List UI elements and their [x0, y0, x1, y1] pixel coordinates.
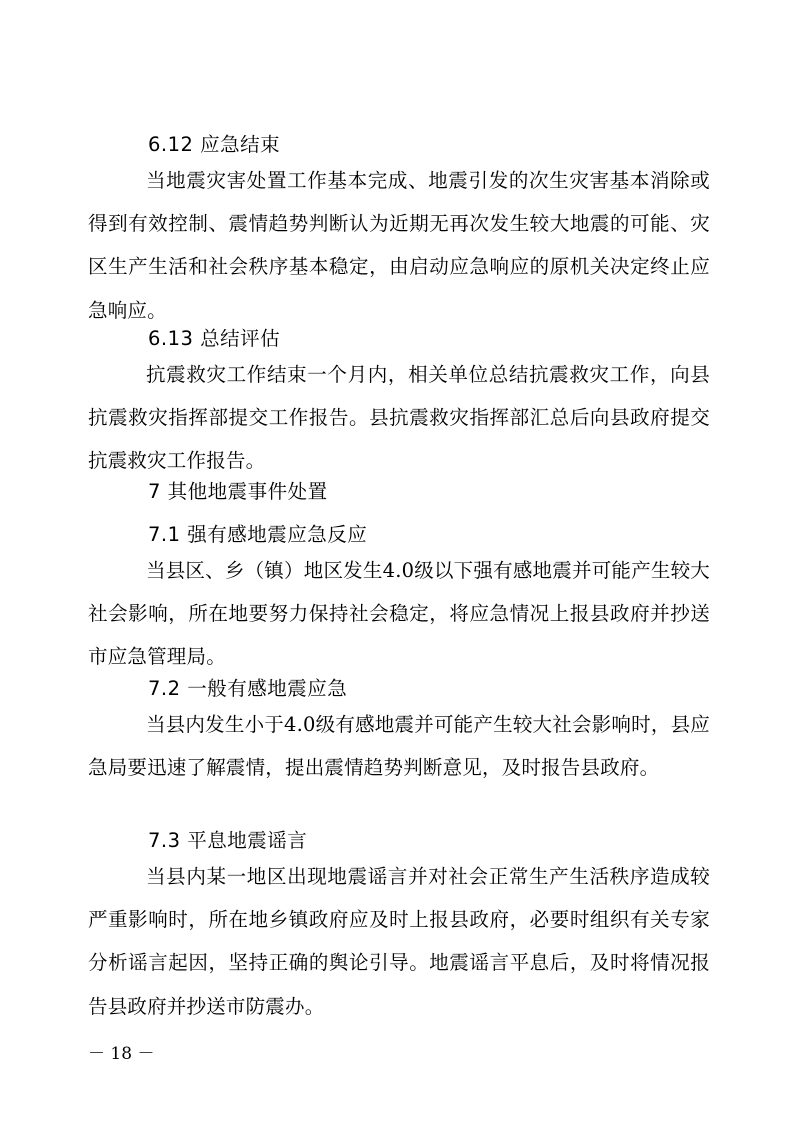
section-heading-6-12: 6.12 应急结束: [148, 133, 281, 156]
section-body-7-3: 当县内某一地区出现地震谣言并对社会正常生产生活秩序造成较严重影响时，所在地乡镇政府应及时上报县政府，必要时组织有关专家分析谣言起因，坚持正确的舆论引导。地震谣言平息后，及时将情况报告县政府并抄送市防震办。: [88, 865, 710, 1018]
section-heading-7-2: 7.2 一般有感地震应急: [148, 677, 348, 700]
section-body-6-13: 抗震救灾工作结束一个月内，相关单位总结抗震救灾工作，向县抗震救灾指挥部提交工作报告。县抗震救灾指挥部汇总后向县政府提交抗震救灾工作报告。: [88, 363, 710, 473]
section-heading-7-1: 7.1 强有感地震应急反应: [148, 523, 368, 546]
section-heading-7-3: 7.3 平息地震谣言: [148, 829, 308, 852]
section-body-6-12: 当地震灾害处置工作基本完成、地震引发的次生灾害基本消除或得到有效控制、震情趋势判断认为近期无再次发生较大地震的可能、灾区生产生活和社会秩序基本稳定，由启动应急响应的原机关决定终止应急响应。: [88, 169, 710, 322]
page-number: － 18 －: [88, 1044, 155, 1064]
section-body-7-2: 当县内发生小于4.0级有感地震并可能产生较大社会影响时，县应急局要迅速了解震情，提出震情趋势判断意见，及时报告县政府。: [88, 713, 710, 780]
section-heading-7: 7 其他地震事件处置: [148, 480, 328, 503]
section-body-7-1: 当县区、乡（镇）地区发生4.0级以下强有感地震并可能产生较大社会影响，所在地要努力保持社会稳定，将应急情况上报县政府并抄送市应急管理局。: [88, 559, 710, 669]
section-heading-6-13: 6.13 总结评估: [148, 327, 281, 350]
